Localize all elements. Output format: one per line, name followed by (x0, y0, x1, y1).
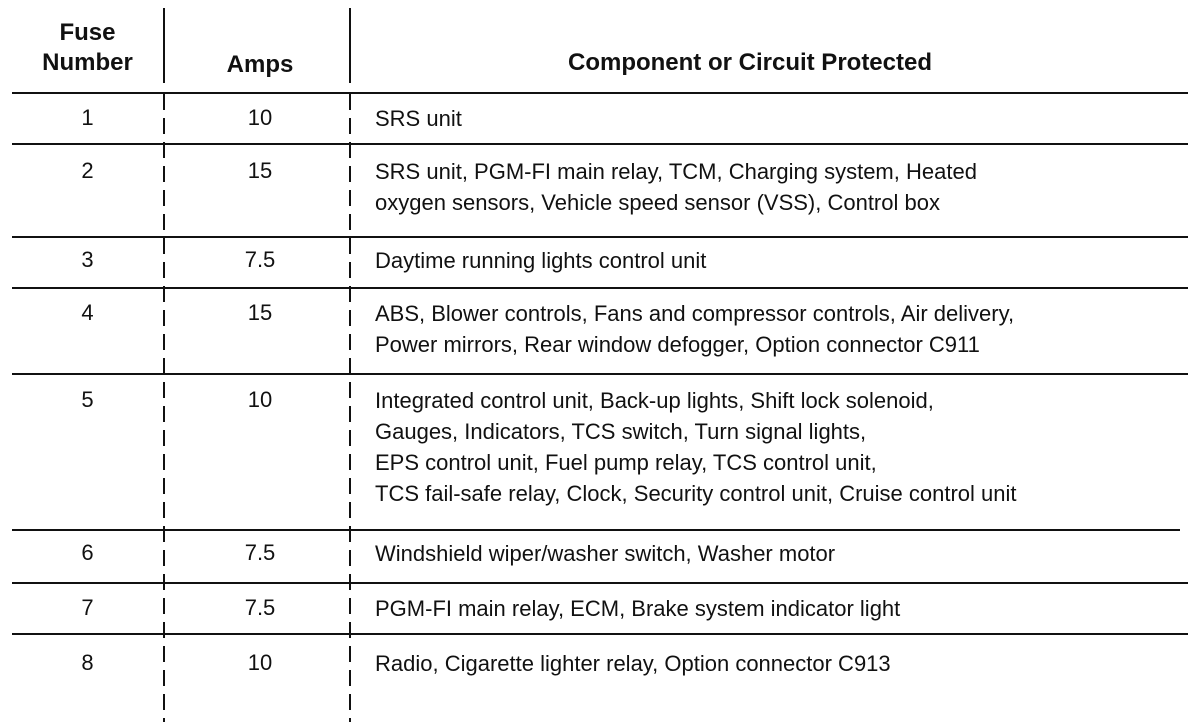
column-dash (163, 694, 165, 710)
column-divider (349, 8, 351, 83)
amps-value: 10 (247, 105, 273, 130)
row-divider (12, 236, 1188, 238)
fuse-number: 5 (81, 387, 94, 412)
column-dash (349, 718, 351, 722)
column-dash (163, 526, 165, 542)
column-dash (163, 670, 165, 686)
component-text (375, 103, 1190, 134)
column-dash (163, 166, 165, 182)
column-dash (349, 478, 351, 494)
fuse-number: 1 (81, 105, 94, 130)
header-component: Component or Circuit Protected (567, 49, 933, 76)
component-text (375, 538, 1190, 569)
column-dash (349, 550, 351, 566)
column-dash (349, 118, 351, 134)
column-dash (163, 94, 165, 110)
column-dash (163, 214, 165, 230)
component-text (375, 385, 1190, 509)
column-dash (349, 622, 351, 638)
column-dash (349, 166, 351, 182)
header-fuse-number (20, 18, 155, 78)
column-dash (163, 598, 165, 614)
column-dash (349, 262, 351, 278)
column-dash (163, 430, 165, 446)
column-dash (349, 214, 351, 230)
header-amps: Amps (226, 51, 294, 78)
component-line: Power mirrors, Rear window defogger, Option connector C911 (375, 332, 980, 357)
column-dash (349, 238, 351, 254)
column-dash (163, 718, 165, 722)
column-dash (163, 286, 165, 302)
component-text (375, 593, 1190, 624)
column-dash (163, 334, 165, 350)
column-dash (349, 142, 351, 158)
column-dash (163, 310, 165, 326)
column-dash (349, 382, 351, 398)
amps-value: 7.5 (244, 247, 276, 272)
component-text (375, 245, 1190, 276)
column-dash (163, 238, 165, 254)
component-line: Windshield wiper/washer switch, Washer motor (375, 541, 836, 566)
fuse-number: 7 (81, 595, 94, 620)
column-dash (163, 262, 165, 278)
component-line: TCS fail-safe relay, Clock, Security control unit, Cruise control unit (375, 481, 1017, 506)
amps-value: 7.5 (244, 540, 276, 565)
column-dash (349, 502, 351, 518)
column-dash (163, 142, 165, 158)
column-dash (349, 310, 351, 326)
fuse-number: 2 (81, 158, 94, 183)
fuse-number: 4 (81, 300, 94, 325)
row-divider (12, 529, 1180, 531)
row-divider (12, 143, 1188, 145)
component-line: Gauges, Indicators, TCS switch, Turn signal lights, (375, 419, 867, 444)
column-dash (163, 646, 165, 662)
column-dash (349, 646, 351, 662)
component-line: Integrated control unit, Back-up lights, Shift lock solenoid, (375, 388, 934, 413)
column-dash (163, 382, 165, 398)
column-dash (349, 358, 351, 374)
column-dash (163, 358, 165, 374)
column-dash (163, 574, 165, 590)
component-text (375, 298, 1190, 360)
column-dash (163, 478, 165, 494)
column-dash (163, 190, 165, 206)
column-dash (349, 286, 351, 302)
column-divider (163, 8, 165, 83)
component-line: PGM-FI main relay, ECM, Brake system indicator light (375, 596, 901, 621)
column-dash (163, 454, 165, 470)
component-line: oxygen sensors, Vehicle speed sensor (VSS), Control box (375, 190, 940, 215)
component-line: EPS control unit, Fuel pump relay, TCS control unit, (375, 450, 877, 475)
column-dash (349, 334, 351, 350)
component-text (375, 648, 1190, 679)
component-line: Daytime running lights control unit (375, 248, 707, 273)
column-dash (349, 574, 351, 590)
header-fuse-line1: Fuse (59, 19, 116, 46)
column-dash (349, 406, 351, 422)
amps-value: 10 (247, 650, 273, 675)
column-dash (349, 670, 351, 686)
row-divider (12, 287, 1188, 289)
amps-value: 10 (247, 387, 273, 412)
column-dash (349, 598, 351, 614)
component-line: SRS unit (375, 106, 462, 131)
component-line: Radio, Cigarette lighter relay, Option connector C913 (375, 651, 891, 676)
component-line: ABS, Blower controls, Fans and compressor controls, Air delivery, (375, 301, 1015, 326)
fuse-number: 8 (81, 650, 94, 675)
row-divider (12, 633, 1188, 635)
amps-value: 15 (247, 300, 273, 325)
component-line: SRS unit, PGM-FI main relay, TCM, Charging system, Heated (375, 159, 977, 184)
row-divider (12, 373, 1188, 375)
column-dash (163, 502, 165, 518)
header-fuse-line2: Number (42, 49, 133, 76)
column-dash (163, 622, 165, 638)
fuse-number: 3 (81, 247, 94, 272)
column-dash (349, 694, 351, 710)
column-dash (349, 526, 351, 542)
column-dash (349, 190, 351, 206)
column-dash (349, 430, 351, 446)
column-dash (163, 406, 165, 422)
column-dash (163, 550, 165, 566)
header-divider (12, 92, 1188, 94)
fuse-number: 6 (81, 540, 94, 565)
amps-value: 15 (247, 158, 273, 183)
column-dash (163, 118, 165, 134)
row-divider (12, 582, 1188, 584)
column-dash (349, 454, 351, 470)
column-dash (349, 94, 351, 110)
component-text (375, 156, 1190, 218)
amps-value: 7.5 (244, 595, 276, 620)
